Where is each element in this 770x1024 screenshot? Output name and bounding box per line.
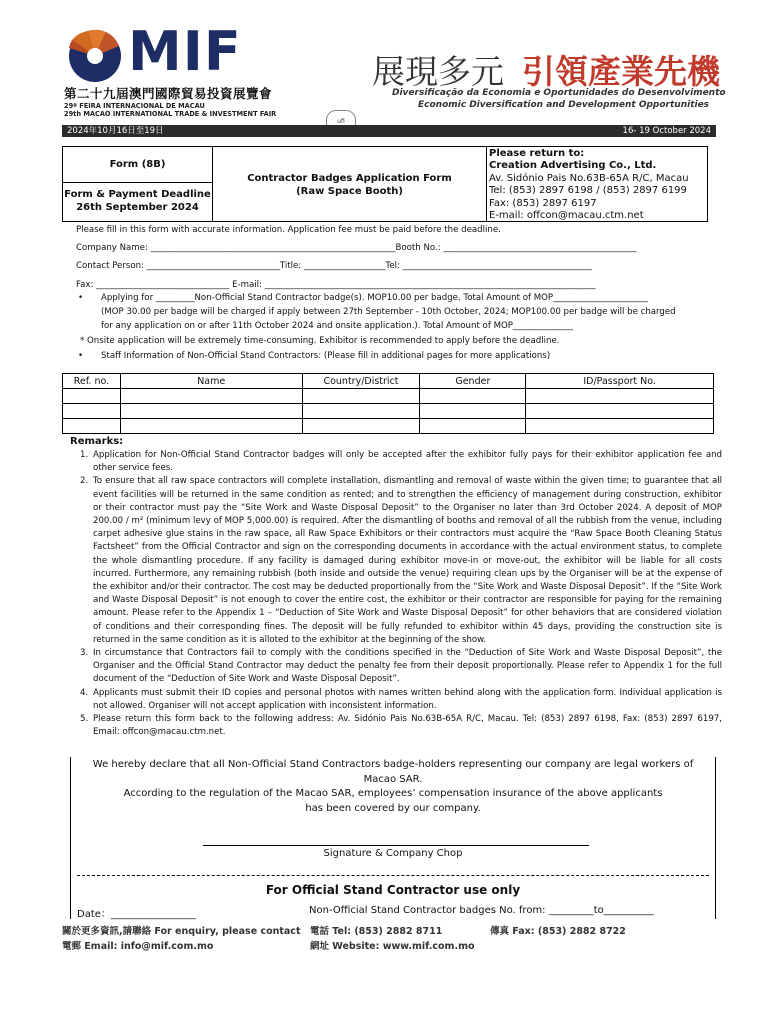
list-item bbox=[80, 449, 722, 475]
return-to-label: Please return to: bbox=[489, 148, 585, 159]
list-item bbox=[80, 475, 722, 647]
remark-number: 1. bbox=[80, 450, 89, 460]
return-address bbox=[487, 147, 707, 221]
official-date-field[interactable]: Date：_________________ bbox=[77, 909, 196, 920]
slogan-en: Economic Diversification and Development Opportunities bbox=[418, 100, 710, 110]
footer-enquiry: 關於更多資訊,請聯絡 For enquiry, please contact bbox=[62, 926, 301, 937]
form-id-cell bbox=[63, 147, 213, 221]
return-fax: Fax: (853) 2897 6197 bbox=[489, 197, 597, 209]
col-country: Country/District bbox=[302, 374, 420, 389]
table-cell[interactable] bbox=[120, 419, 302, 434]
return-tel: Tel: (853) 2897 6198 / (853) 2897 6199 bbox=[489, 185, 687, 197]
table-cell[interactable] bbox=[120, 404, 302, 419]
table-header-row bbox=[63, 374, 714, 389]
remark-text: Please return this form back to the following address: Av. Sidónio Pais No.63B-65A R/C, Macau. Tel: (853) 2897 6198, Fax: (853) 2897 6197, Email: offcon@macau.ctm.net. bbox=[93, 714, 722, 738]
remark-text: Application for Non-Official Stand Contractor badges will only be accepted after the exhibitor fully pays for their exhibitor application fee and other service fees. bbox=[93, 450, 722, 474]
form-title-line2: (Raw Space Booth) bbox=[296, 186, 403, 197]
table-cell[interactable] bbox=[63, 404, 121, 419]
declaration-text bbox=[71, 757, 715, 816]
table-cell[interactable] bbox=[302, 404, 420, 419]
table-cell[interactable] bbox=[120, 389, 302, 404]
list-item bbox=[80, 713, 722, 739]
declaration-line4: has been covered by our company. bbox=[305, 802, 481, 814]
date-bar bbox=[62, 125, 716, 137]
col-gender: Gender bbox=[420, 374, 526, 389]
footer-website[interactable]: 網址 Website: www.mif.com.mo bbox=[310, 941, 475, 952]
late-fee-note: (MOP 30.00 per badge will be charged if apply between 27th September - 10th October, 2024; MOP100.00 per badge will be charged bbox=[101, 307, 676, 317]
bullet-icon: • bbox=[78, 351, 84, 361]
remark-number: 2. bbox=[80, 476, 89, 487]
ufi-badge: ufi bbox=[326, 110, 356, 134]
staff-info-label: Staff Information of Non-Official Stand Contractors: (Please fill in additional pages for more applications) bbox=[101, 351, 551, 361]
footer-fax: 傳真 Fax: (853) 2882 8722 bbox=[490, 926, 626, 937]
table-cell[interactable] bbox=[420, 389, 526, 404]
col-name: Name bbox=[120, 374, 302, 389]
date-en: 16- 19 October 2024 bbox=[622, 126, 711, 136]
table-cell[interactable] bbox=[526, 419, 714, 434]
table-row[interactable] bbox=[63, 404, 714, 419]
table-cell[interactable] bbox=[63, 419, 121, 434]
bullet-icon: • bbox=[78, 293, 84, 303]
remark-text: In circumstance that Contractors fail to comply with the conditions specified in the “Deduction of Site Work and Waste Disposal Deposit”, the Organiser and the Official Stand Contractor may deduct the penalty fee from their deposit proportionally. Please refer to Appendix 1 for the full document of the “Deduction of Site Work and Waste Disposal Deposit”. bbox=[93, 648, 722, 685]
mif-fan-logo-icon bbox=[64, 26, 126, 82]
col-ref-no: Ref. no. bbox=[63, 374, 121, 389]
table-cell[interactable] bbox=[63, 389, 121, 404]
slogan-pt: Diversificação da Economia e Oportunidades do Desenvolvimento bbox=[392, 88, 726, 98]
table-cell[interactable] bbox=[526, 389, 714, 404]
remark-text: Applicants must submit their ID copies and personal photos with names written behind along with the application form. Individual application is not allowed. Organiser will not accept application with inconsistent information. bbox=[93, 687, 722, 711]
table-cell[interactable] bbox=[420, 404, 526, 419]
slogan-cn-part1: 展現多元 bbox=[372, 52, 504, 91]
declaration-line2: Macao SAR. bbox=[363, 773, 423, 785]
cut-divider bbox=[77, 875, 709, 876]
deadline bbox=[63, 183, 212, 214]
col-id-passport: ID/Passport No. bbox=[526, 374, 714, 389]
staff-table bbox=[62, 373, 714, 434]
signature-label: Signature & Company Chop bbox=[323, 848, 463, 859]
fax-email-field[interactable]: Fax: _______________________________ E-mail: _____________________________________________________________________________ bbox=[76, 280, 596, 290]
contact-person-field[interactable]: Contact Person: _______________________________Title: ___________________Tel: ____________________________________________ bbox=[76, 261, 592, 271]
official-use-heading: For Official Stand Contractor use only bbox=[265, 883, 521, 897]
remarks-list bbox=[80, 449, 722, 739]
date-cn: 2024年10月16日至19日 bbox=[67, 126, 164, 136]
logo-wordmark: MIF bbox=[128, 20, 242, 83]
table-row[interactable] bbox=[63, 389, 714, 404]
list-item bbox=[80, 647, 722, 687]
form-title bbox=[213, 147, 487, 221]
remarks-title: Remarks: bbox=[70, 436, 124, 447]
table-cell[interactable] bbox=[302, 419, 420, 434]
form-number: Form (8B) bbox=[63, 147, 212, 183]
slogan-cn bbox=[372, 46, 720, 93]
onsite-note: * Onsite application will be extremely time-consuming. Exhibitor is recommended to apply before the deadline. bbox=[80, 336, 560, 346]
slogan-cn-part2: 引領產業先機 bbox=[522, 52, 720, 91]
badge-range-field[interactable]: Non-Official Stand Contractor badges No. from: _________to__________ bbox=[309, 905, 654, 916]
footer-email[interactable]: 電郵 Email: info@mif.com.mo bbox=[62, 941, 214, 952]
instruction: Please fill in this form with accurate information. Application fee must be paid before the deadline. bbox=[76, 225, 501, 235]
declaration-line3: According to the regulation of the Macao SAR, employees’ compensation insurance of the above applicants bbox=[123, 788, 663, 799]
signature-line[interactable] bbox=[203, 845, 589, 846]
return-company: Creation Advertising Co., Ltd. bbox=[489, 160, 657, 172]
form-header-box bbox=[62, 146, 708, 222]
fair-name-pt: 29ª FEIRA INTERNACIONAL DE MACAU bbox=[64, 102, 205, 110]
mif-logo bbox=[64, 20, 364, 125]
footer-tel: 電話 Tel: (853) 2882 8711 bbox=[310, 926, 443, 937]
company-name-field[interactable]: Company Name: _________________________________________________________Booth No.: _____________________________________________ bbox=[76, 243, 637, 253]
late-fee-amount-field[interactable]: for any application on or after 11th October 2024 and onsite application.). Total Amount of MOP______________ bbox=[101, 321, 574, 331]
fair-name-en: 29th MACAO INTERNATIONAL TRADE & INVESTMENT FAIR bbox=[64, 110, 277, 118]
list-item bbox=[80, 687, 722, 713]
table-cell[interactable] bbox=[302, 389, 420, 404]
table-row[interactable] bbox=[63, 419, 714, 434]
remark-text: To ensure that all raw space contractors will complete installation, dismantling and removal of waste within the given time; to guarantee that all event facilities will be returned in the same condition as rented; and to strengthen the efficiency of management during construction, exhibitor or their contractor must pay the “Site Work and Waste Disposal Deposit” to the Organiser no later than 3rd October 2024. A deposit of MOP 200.00 / m² (minimum levy of MOP 5,000.00) is required. After the dismantling of booths and removal of all the rubbish from the venue, including carpet adhesive glue stains in the raw space, all Raw Space Exhibitors or their contractors must acquire the “Raw Space Booth Cleaning Status Factsheet” from the Official Contractor and sign on the corresponding documents in accordance with the actual environment status, to complete the whole dismantling procedure. If any facility is damaged during exhibitor move-in or move-out, the exhibitor will be liable for all costs incurred. Furthermore, any remaining rubbish (both inside and outside the venue) requiring clean ups by the Organiser will be at the expense of the exhibitor and/or their contractor. The cost may be deducted proportionally from the “Site Work and Waste Disposal Deposit”. If the “Site Work and Waste Disposal Deposit” is not enough to cover the entire cost, the exhibitor or their contractor are responsible for paying for the remaining amount. Please refer to the Appendix 1 – “Deduction of Site Work and Waste Disposal Deposit” for other behaviors that are considered violation of conditions and their corresponding fines. The deposit will be fully refunded to exhibitor within 45 days, providing the construction site is returned in the same condition as it is alloted to the exhibitor at the beginning of the show. bbox=[93, 476, 722, 645]
return-address-line: Av. Sidónio Pais No.63B-65A R/C, Macau bbox=[489, 172, 689, 184]
badge-count-field[interactable]: Applying for _________Non-Official Stand Contractor badge(s). MOP10.00 per badge. Total Amount of MOP______________________ bbox=[101, 293, 648, 303]
form-title-line1: Contractor Badges Application Form bbox=[247, 173, 452, 184]
deadline-date: 26th September 2024 bbox=[76, 202, 199, 213]
fair-name-cn: 第二十九屆澳門國際貿易投資展覽會 bbox=[64, 86, 273, 101]
remark-number: 5. bbox=[80, 714, 89, 725]
declaration-line1: We hereby declare that all Non-Official Stand Contractors badge-holders representing our company are legal workers of bbox=[92, 759, 694, 770]
table-cell[interactable] bbox=[526, 404, 714, 419]
declaration-box bbox=[70, 757, 716, 919]
deadline-label: Form & Payment Deadline bbox=[64, 189, 211, 200]
remark-number: 3. bbox=[80, 648, 89, 659]
table-cell[interactable] bbox=[420, 419, 526, 434]
remark-number: 4. bbox=[80, 687, 89, 698]
return-email: E-mail: offcon@macau.ctm.net bbox=[489, 210, 644, 222]
